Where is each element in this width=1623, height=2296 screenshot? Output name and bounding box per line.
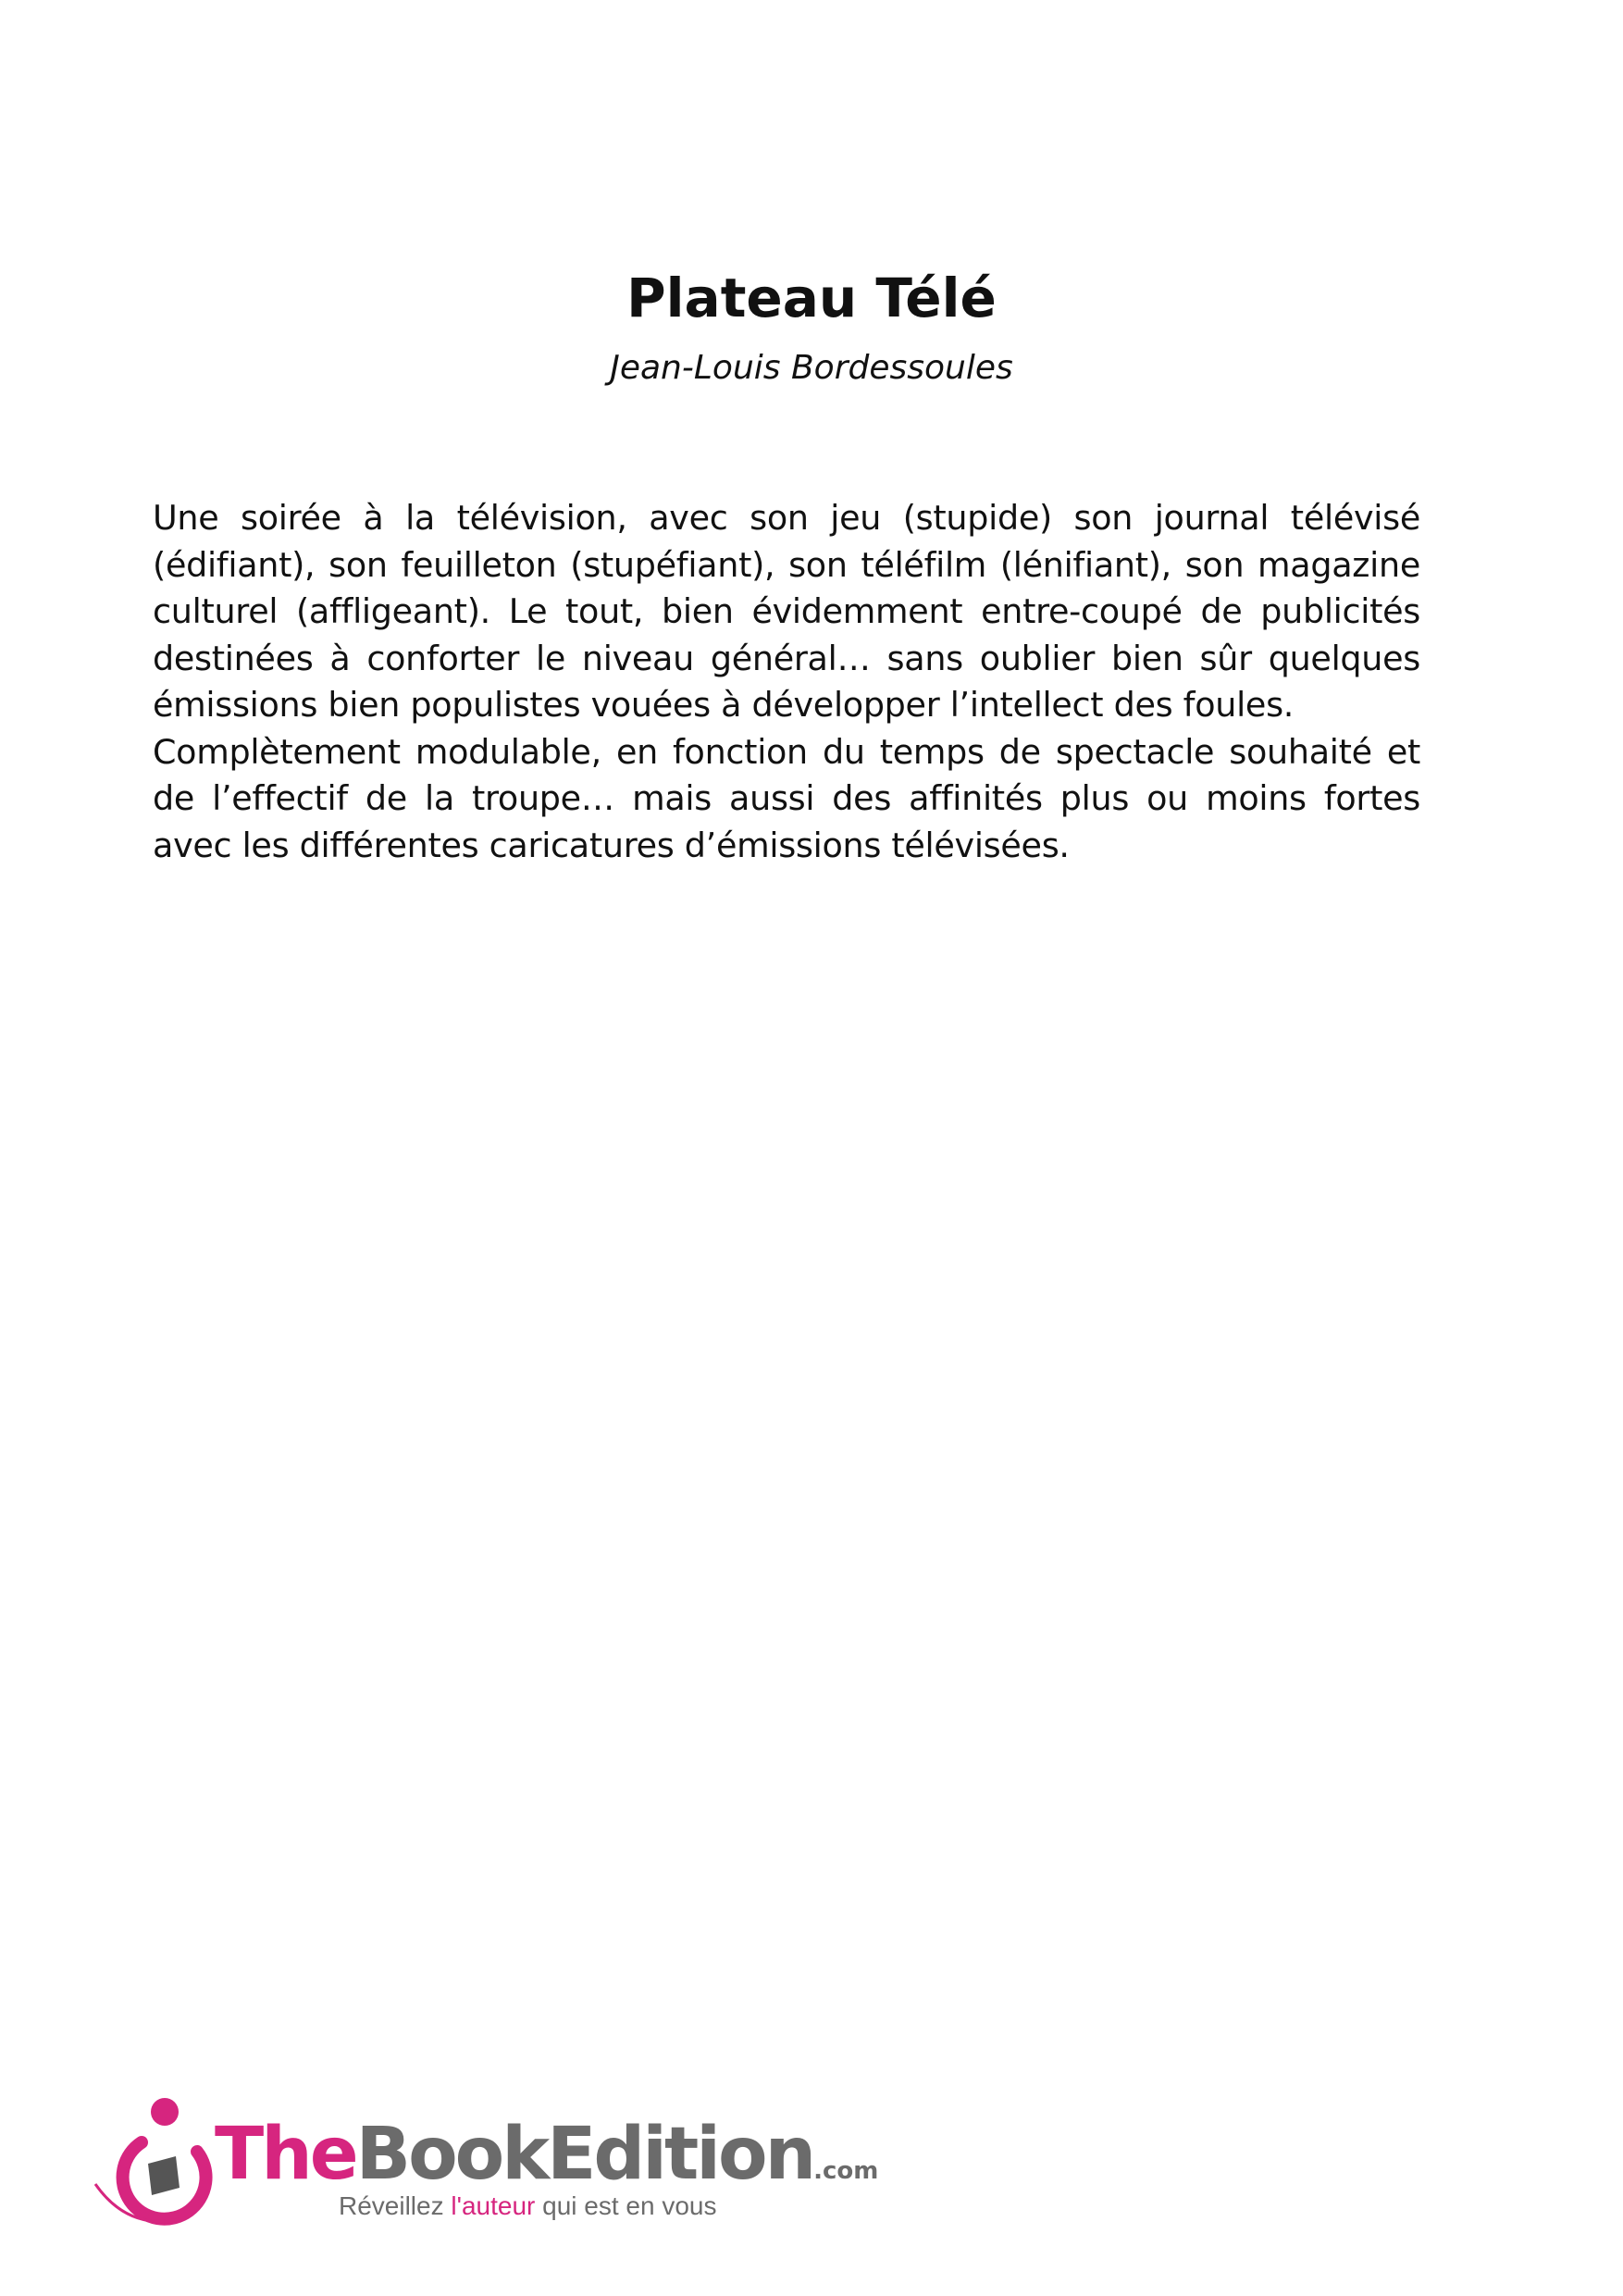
person-book-icon — [91, 2091, 220, 2230]
body-paragraph: Une soirée à la télévision, avec son jeu (stupide) son journal télévisé (édifiant), son feuilleton (stupéfiant), son téléfilm (lénifiant), son magazine culturel (affligeant). Le tout, bien évidemment entre-coupé de publicités destinées à conforter le niveau général… sans oublier bien sûr quelques émissions bien populistes vouées à développer l’intellect des foules. — [153, 498, 1420, 725]
body-paragraph: Complètement modulable, en fonction du temps de spectacle souhaité et de l’effectif de la troupe… mais aussi des affinités plus ou moins fortes avec les différentes caricatures d’émissions télévisées. — [153, 731, 1420, 865]
tagline-start: Réveillez — [339, 2191, 452, 2220]
tagline-accent: l'auteur — [451, 2191, 536, 2220]
publisher-logo — [91, 2091, 879, 2230]
tagline-end: qui est en vous — [535, 2191, 717, 2220]
logo-brand-the: The — [215, 2113, 356, 2196]
logo-tagline — [339, 2191, 716, 2221]
document-author: Jean-Louis Bordessoules — [610, 349, 1013, 387]
logo-brand-suffix: .com — [813, 2157, 879, 2185]
logo-brand-bookedition: BookEdition — [355, 2113, 814, 2196]
document-title: Plateau Télé — [626, 267, 997, 329]
document-body — [153, 495, 1420, 869]
